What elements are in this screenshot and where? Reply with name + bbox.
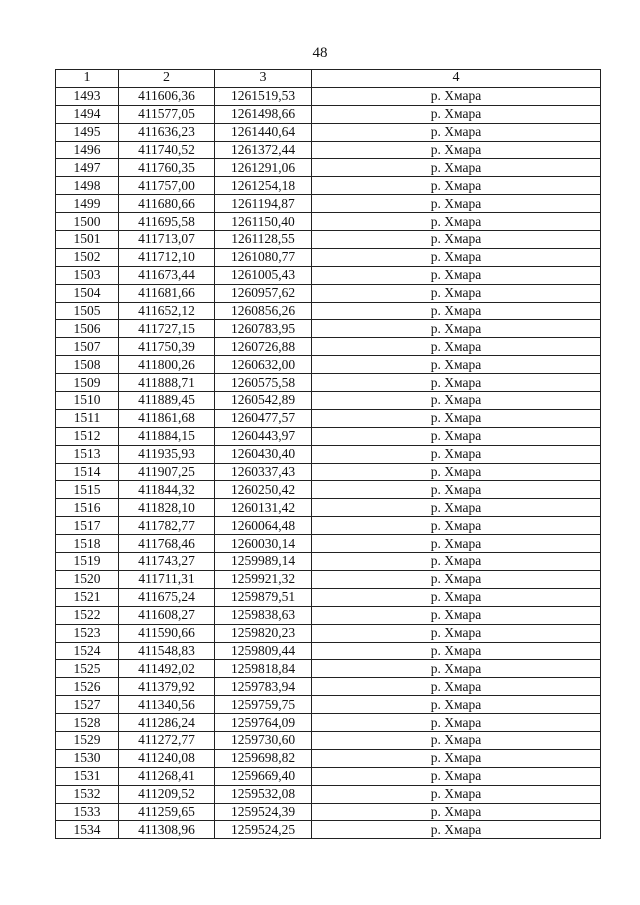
y-coordinate-cell: 1261194,87 [215,195,312,213]
x-coordinate-cell: 411935,93 [119,445,215,463]
table-row [56,660,601,678]
description-cell: р. Хмара [312,678,601,696]
description-cell: р. Хмара [312,123,601,141]
description-cell: р. Хмара [312,320,601,338]
description-cell: р. Хмара [312,481,601,499]
description-cell: р. Хмара [312,714,601,732]
y-coordinate-cell: 1260477,57 [215,409,312,427]
x-coordinate-cell: 411727,15 [119,320,215,338]
point-number-cell: 1495 [56,123,119,141]
table-row [56,338,601,356]
y-coordinate-cell: 1260131,42 [215,499,312,517]
y-coordinate-cell: 1259524,25 [215,821,312,839]
description-cell: р. Хмара [312,338,601,356]
point-number-cell: 1506 [56,320,119,338]
description-cell: р. Хмара [312,731,601,749]
point-number-cell: 1494 [56,105,119,123]
table-row [56,731,601,749]
table-row [56,231,601,249]
table-row [56,213,601,231]
y-coordinate-cell: 1260430,40 [215,445,312,463]
table-row [56,445,601,463]
column-header-4: 4 [312,70,601,88]
table-row [56,195,601,213]
description-cell: р. Хмара [312,696,601,714]
x-coordinate-cell: 411828,10 [119,499,215,517]
point-number-cell: 1502 [56,248,119,266]
page-number: 48 [312,45,328,61]
point-number-cell: 1510 [56,392,119,410]
y-coordinate-cell: 1259879,51 [215,588,312,606]
y-coordinate-cell: 1260726,88 [215,338,312,356]
x-coordinate-cell: 411782,77 [119,517,215,535]
table-row [56,517,601,535]
y-coordinate-cell: 1261372,44 [215,141,312,159]
y-coordinate-cell: 1260632,00 [215,356,312,374]
point-number-cell: 1513 [56,445,119,463]
table-row [56,392,601,410]
point-number-cell: 1493 [56,87,119,105]
table-row [56,678,601,696]
table-header-row [56,70,601,88]
y-coordinate-cell: 1259532,08 [215,785,312,803]
column-header-3: 3 [215,70,312,88]
point-number-cell: 1531 [56,767,119,785]
y-coordinate-cell: 1261440,64 [215,123,312,141]
table-row [56,177,601,195]
y-coordinate-cell: 1259818,84 [215,660,312,678]
description-cell: р. Хмара [312,356,601,374]
table-row [56,606,601,624]
point-number-cell: 1498 [56,177,119,195]
table-row [56,767,601,785]
y-coordinate-cell: 1260783,95 [215,320,312,338]
table-body [56,87,601,838]
x-coordinate-cell: 411884,15 [119,427,215,445]
description-cell: р. Хмара [312,427,601,445]
point-number-cell: 1503 [56,266,119,284]
x-coordinate-cell: 411340,56 [119,696,215,714]
y-coordinate-cell: 1259730,60 [215,731,312,749]
x-coordinate-cell: 411800,26 [119,356,215,374]
table-row [56,320,601,338]
x-coordinate-cell: 411272,77 [119,731,215,749]
x-coordinate-cell: 411750,39 [119,338,215,356]
point-number-cell: 1518 [56,535,119,553]
x-coordinate-cell: 411636,23 [119,123,215,141]
table-row [56,570,601,588]
y-coordinate-cell: 1259921,32 [215,570,312,588]
table-row [56,105,601,123]
description-cell: р. Хмара [312,588,601,606]
description-cell: р. Хмара [312,821,601,839]
x-coordinate-cell: 411680,66 [119,195,215,213]
coordinates-table [55,69,601,839]
table-row [56,785,601,803]
x-coordinate-cell: 411740,52 [119,141,215,159]
point-number-cell: 1500 [56,213,119,231]
point-number-cell: 1525 [56,660,119,678]
table-row [56,821,601,839]
point-number-cell: 1523 [56,624,119,642]
y-coordinate-cell: 1261128,55 [215,231,312,249]
x-coordinate-cell: 411844,32 [119,481,215,499]
table-row [56,696,601,714]
description-cell: р. Хмара [312,749,601,767]
description-cell: р. Хмара [312,624,601,642]
table-row [56,642,601,660]
column-header-2: 2 [119,70,215,88]
description-cell: р. Хмара [312,374,601,392]
table-row [56,266,601,284]
point-number-cell: 1496 [56,141,119,159]
y-coordinate-cell: 1259698,82 [215,749,312,767]
x-coordinate-cell: 411379,92 [119,678,215,696]
y-coordinate-cell: 1260064,48 [215,517,312,535]
point-number-cell: 1501 [56,231,119,249]
description-cell: р. Хмара [312,105,601,123]
point-number-cell: 1508 [56,356,119,374]
x-coordinate-cell: 411889,45 [119,392,215,410]
point-number-cell: 1522 [56,606,119,624]
y-coordinate-cell: 1260856,26 [215,302,312,320]
x-coordinate-cell: 411768,46 [119,535,215,553]
y-coordinate-cell: 1259838,63 [215,606,312,624]
point-number-cell: 1527 [56,696,119,714]
description-cell: р. Хмара [312,159,601,177]
point-number-cell: 1512 [56,427,119,445]
x-coordinate-cell: 411608,27 [119,606,215,624]
y-coordinate-cell: 1259764,09 [215,714,312,732]
x-coordinate-cell: 411308,96 [119,821,215,839]
description-cell: р. Хмара [312,660,601,678]
x-coordinate-cell: 411577,05 [119,105,215,123]
description-cell: р. Хмара [312,570,601,588]
point-number-cell: 1504 [56,284,119,302]
y-coordinate-cell: 1261005,43 [215,266,312,284]
y-coordinate-cell: 1259783,94 [215,678,312,696]
table-row [56,409,601,427]
x-coordinate-cell: 411286,24 [119,714,215,732]
x-coordinate-cell: 411861,68 [119,409,215,427]
description-cell: р. Хмара [312,517,601,535]
description-cell: р. Хмара [312,409,601,427]
y-coordinate-cell: 1261080,77 [215,248,312,266]
x-coordinate-cell: 411888,71 [119,374,215,392]
y-coordinate-cell: 1261291,06 [215,159,312,177]
column-header-1: 1 [56,70,119,88]
point-number-cell: 1524 [56,642,119,660]
x-coordinate-cell: 411209,52 [119,785,215,803]
y-coordinate-cell: 1259524,39 [215,803,312,821]
point-number-cell: 1516 [56,499,119,517]
point-number-cell: 1509 [56,374,119,392]
description-cell: р. Хмара [312,553,601,571]
y-coordinate-cell: 1260542,89 [215,392,312,410]
description-cell: р. Хмара [312,535,601,553]
table-row [56,803,601,821]
table-row [56,159,601,177]
x-coordinate-cell: 411711,31 [119,570,215,588]
description-cell: р. Хмара [312,141,601,159]
y-coordinate-cell: 1261254,18 [215,177,312,195]
description-cell: р. Хмара [312,803,601,821]
table-row [56,123,601,141]
table-row [56,427,601,445]
x-coordinate-cell: 411907,25 [119,463,215,481]
description-cell: р. Хмара [312,87,601,105]
point-number-cell: 1517 [56,517,119,535]
table-row [56,481,601,499]
x-coordinate-cell: 411492,02 [119,660,215,678]
y-coordinate-cell: 1259820,23 [215,624,312,642]
point-number-cell: 1533 [56,803,119,821]
x-coordinate-cell: 411713,07 [119,231,215,249]
table-row [56,749,601,767]
y-coordinate-cell: 1260030,14 [215,535,312,553]
description-cell: р. Хмара [312,463,601,481]
x-coordinate-cell: 411240,08 [119,749,215,767]
point-number-cell: 1521 [56,588,119,606]
table-row [56,553,601,571]
table-row [56,284,601,302]
y-coordinate-cell: 1260443,97 [215,427,312,445]
description-cell: р. Хмара [312,785,601,803]
y-coordinate-cell: 1260957,62 [215,284,312,302]
table-row [56,499,601,517]
y-coordinate-cell: 1260250,42 [215,481,312,499]
y-coordinate-cell: 1261150,40 [215,213,312,231]
description-cell: р. Хмара [312,767,601,785]
point-number-cell: 1499 [56,195,119,213]
description-cell: р. Хмара [312,606,601,624]
table-row [56,588,601,606]
description-cell: р. Хмара [312,302,601,320]
table-row [56,535,601,553]
point-number-cell: 1526 [56,678,119,696]
table-row [56,356,601,374]
table-row [56,463,601,481]
description-cell: р. Хмара [312,642,601,660]
y-coordinate-cell: 1259809,44 [215,642,312,660]
x-coordinate-cell: 411268,41 [119,767,215,785]
description-cell: р. Хмара [312,231,601,249]
table-row [56,248,601,266]
x-coordinate-cell: 411606,36 [119,87,215,105]
y-coordinate-cell: 1259669,40 [215,767,312,785]
y-coordinate-cell: 1261519,53 [215,87,312,105]
point-number-cell: 1507 [56,338,119,356]
point-number-cell: 1528 [56,714,119,732]
x-coordinate-cell: 411675,24 [119,588,215,606]
y-coordinate-cell: 1260337,43 [215,463,312,481]
point-number-cell: 1497 [56,159,119,177]
y-coordinate-cell: 1259759,75 [215,696,312,714]
x-coordinate-cell: 411590,66 [119,624,215,642]
point-number-cell: 1534 [56,821,119,839]
point-number-cell: 1530 [56,749,119,767]
x-coordinate-cell: 411757,00 [119,177,215,195]
table-row [56,87,601,105]
description-cell: р. Хмара [312,248,601,266]
description-cell: р. Хмара [312,195,601,213]
x-coordinate-cell: 411760,35 [119,159,215,177]
table-row [56,141,601,159]
point-number-cell: 1511 [56,409,119,427]
x-coordinate-cell: 411673,44 [119,266,215,284]
y-coordinate-cell: 1260575,58 [215,374,312,392]
x-coordinate-cell: 411695,58 [119,213,215,231]
table-row [56,302,601,320]
x-coordinate-cell: 411652,12 [119,302,215,320]
x-coordinate-cell: 411712,10 [119,248,215,266]
x-coordinate-cell: 411548,83 [119,642,215,660]
point-number-cell: 1514 [56,463,119,481]
description-cell: р. Хмара [312,499,601,517]
y-coordinate-cell: 1261498,66 [215,105,312,123]
description-cell: р. Хмара [312,177,601,195]
x-coordinate-cell: 411259,65 [119,803,215,821]
point-number-cell: 1520 [56,570,119,588]
point-number-cell: 1529 [56,731,119,749]
table-row [56,374,601,392]
point-number-cell: 1519 [56,553,119,571]
description-cell: р. Хмара [312,392,601,410]
point-number-cell: 1505 [56,302,119,320]
x-coordinate-cell: 411743,27 [119,553,215,571]
point-number-cell: 1532 [56,785,119,803]
table-row [56,624,601,642]
x-coordinate-cell: 411681,66 [119,284,215,302]
description-cell: р. Хмара [312,213,601,231]
table-row [56,714,601,732]
description-cell: р. Хмара [312,284,601,302]
description-cell: р. Хмара [312,445,601,463]
description-cell: р. Хмара [312,266,601,284]
point-number-cell: 1515 [56,481,119,499]
y-coordinate-cell: 1259989,14 [215,553,312,571]
